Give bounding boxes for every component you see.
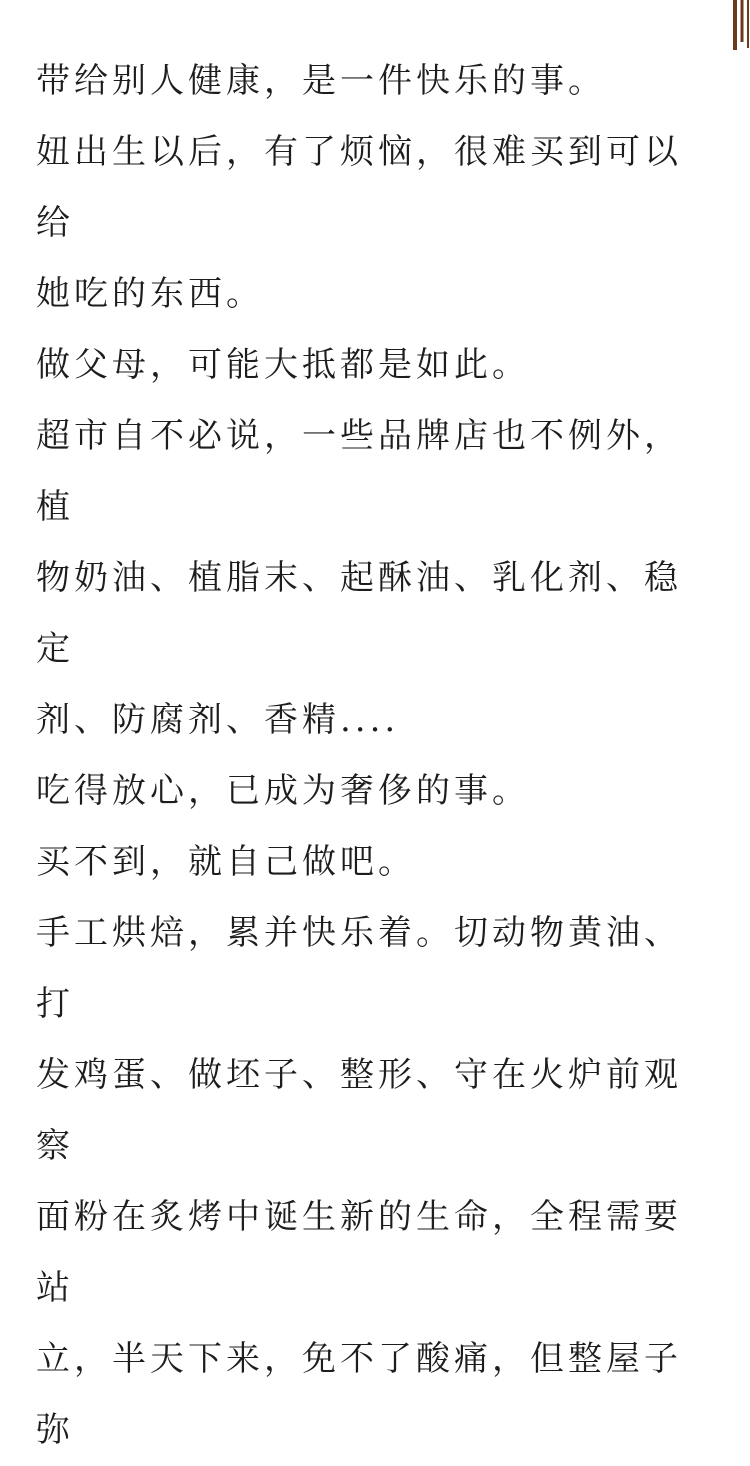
paragraph-5: 吃得放心，已成为奢侈的事。 (36, 771, 530, 811)
paragraph-4: 超市自不必说，一些品牌店也不例外，植 物奶油、植脂末、起酥油、乳化剂、稳定 剂、防腐剂、香精.... (36, 416, 682, 740)
paragraph-3: 做父母，可能大抵都是如此。 (36, 345, 530, 385)
paragraph-7: 手工烘焙，累并快乐着。切动物黄油、打 发鸡蛋、做坯子、整形、守在火炉前观察 面粉在炙烤中诞生新的生命，全程需要站 立，半天下来，免不了酸痛，但整屋子弥 (36, 913, 682, 1450)
paragraph-6: 买不到，就自己做吧。 (36, 842, 416, 882)
paragraph-1: 带给别人健康，是一件快乐的事。 (36, 61, 606, 101)
article-body (36, 46, 716, 1466)
paragraph-2: 妞出生以后，有了烦恼，很难买到可以给 她吃的东西。 (36, 132, 682, 314)
